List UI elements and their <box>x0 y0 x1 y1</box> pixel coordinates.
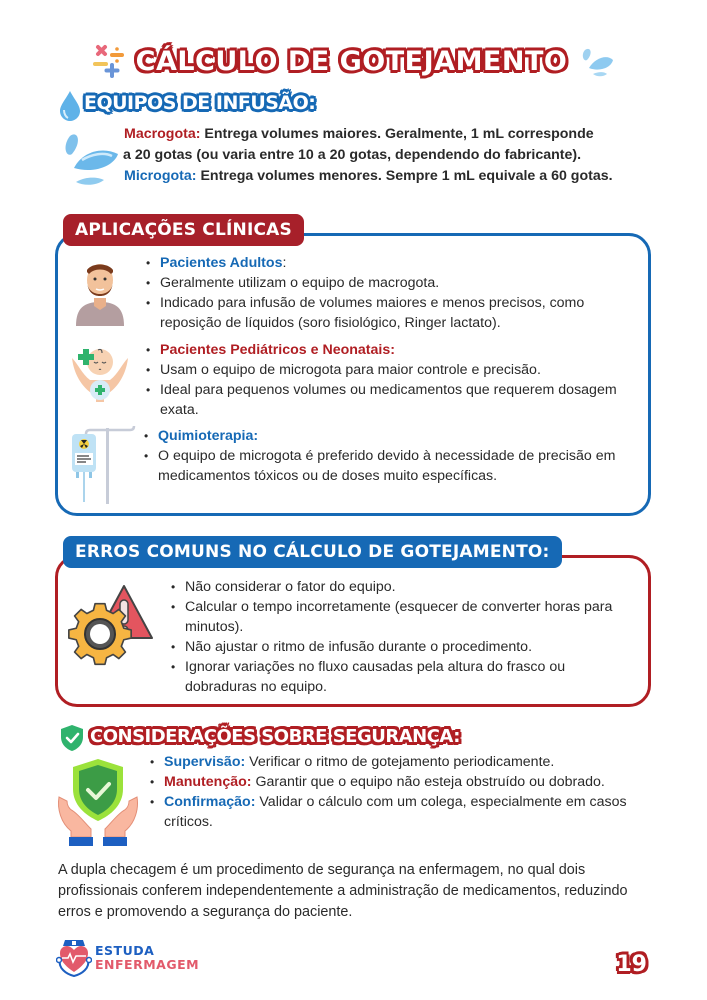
microgota-label: Microgota: <box>124 168 197 184</box>
microgota-text: Entrega volumes menores. Sempre 1 mL equivale a 60 gotas. <box>196 168 613 184</box>
quimioterapia-list <box>144 426 624 486</box>
gear-warning-icon <box>66 582 154 670</box>
supervisao-label: Supervisão: <box>164 754 246 770</box>
adultos-title-item <box>146 253 626 273</box>
list-item: • O equipo de microgota é preferido devido à necessidade de precisão em medicamentos tóxicos ou de doses muito específicas. <box>144 446 624 486</box>
manutencao-text: Garantir que o equipo não esteja obstruído ou dobrado. <box>251 774 605 790</box>
confirmacao-label: Confirmação: <box>164 794 256 810</box>
adult-man-icon <box>74 258 126 326</box>
hands-shield-icon <box>55 757 141 847</box>
pediatricos-title-item <box>146 340 626 360</box>
supervisao-item <box>150 752 650 772</box>
baby-care-hands-icon <box>70 346 130 404</box>
quimioterapia-title: Quimioterapia: <box>158 428 259 444</box>
macrogota-line-2: a 20 gotas (ou varia entre 10 a 20 gotas, dependendo do fabricante). <box>123 147 582 163</box>
page-title-row <box>0 36 707 86</box>
adultos-list <box>146 253 626 333</box>
quimioterapia-title-item <box>144 426 624 446</box>
estuda-enfermagem-logo-icon <box>56 938 92 978</box>
pediatricos-list <box>146 340 626 420</box>
manutencao-label: Manutenção: <box>164 774 252 790</box>
list-item: • Não considerar o fator do equipo. <box>171 577 631 597</box>
list-item: • Ignorar variações no fluxo causadas pela altura do frasco ou dobraduras no equipo. <box>171 657 631 697</box>
list-item: • Ideal para pequenos volumes ou medicamentos que requerem dosagem exata. <box>146 380 626 420</box>
page-number: 19 <box>616 952 647 977</box>
list-item: • Geralmente utilizam o equipo de macrogota. <box>146 273 626 293</box>
manutencao-item <box>150 772 650 792</box>
microgota-line <box>124 166 684 187</box>
seguranca-heading: CONSIDERAÇÕES SOBRE SEGURANÇA: <box>90 726 460 747</box>
adultos-title-suffix: : <box>282 255 287 271</box>
erros-heading: ERROS COMUNS NO CÁLCULO DE GOTEJAMENTO: <box>63 536 562 568</box>
erros-list <box>171 577 631 697</box>
water-drop-icon <box>58 90 82 122</box>
adultos-title: Pacientes Adultos <box>160 255 283 271</box>
logo-line-enfermagem: ENFERMAGEM <box>95 957 200 972</box>
water-splash-icon <box>581 44 615 78</box>
macrogota-text: Entrega volumes maiores. Geralmente, 1 mL corresponde <box>200 126 594 142</box>
list-item: • Usam o equipo de microgota para maior controle e precisão. <box>146 360 626 380</box>
shield-check-icon <box>60 724 84 752</box>
confirmacao-text: Validar o cálculo com um colega, especialmente em casos críticos. <box>164 794 627 830</box>
confirmacao-item <box>150 792 650 832</box>
list-item: • Calcular o tempo incorretamente (esquecer de converter horas para minutos). <box>171 597 631 637</box>
seguranca-list <box>150 752 650 832</box>
water-splash-icon <box>62 128 120 186</box>
pediatricos-title: Pacientes Pediátricos e Neonatais: <box>160 342 395 358</box>
macrogota-label: Macrogota: <box>124 126 201 142</box>
list-item: • Indicado para infusão de volumes maiores e menos precisos, como reposição de líquidos (soro fisiológico, Ringer lactato). <box>146 293 626 333</box>
aplicacoes-heading: APLICAÇÕES CLÍNICAS <box>63 214 304 246</box>
macrogota-line <box>124 124 684 145</box>
equipos-description <box>124 124 684 187</box>
page-title: CÁLCULO DE GOTEJAMENTO <box>135 45 568 77</box>
supervisao-text: Verificar o ritmo de gotejamento periodicamente. <box>245 754 555 770</box>
logo-line-estuda: ESTUDA <box>95 943 155 958</box>
equipos-heading: EQUIPOS DE INFUSÃO: <box>84 92 316 114</box>
list-item: • Não ajustar o ritmo de infusão durante o procedimento. <box>171 637 631 657</box>
math-operators-icon <box>92 43 128 79</box>
dupla-checagem-paragraph: A dupla checagem é um procedimento de segurança na enfermagem, no qual dois profissionais conferem independentemente a administração de medicamentos, reduzindo erros e promovendo a segurança do paciente. <box>58 862 628 920</box>
logo-text <box>95 944 199 972</box>
chemotherapy-iv-bag-icon <box>70 424 136 504</box>
